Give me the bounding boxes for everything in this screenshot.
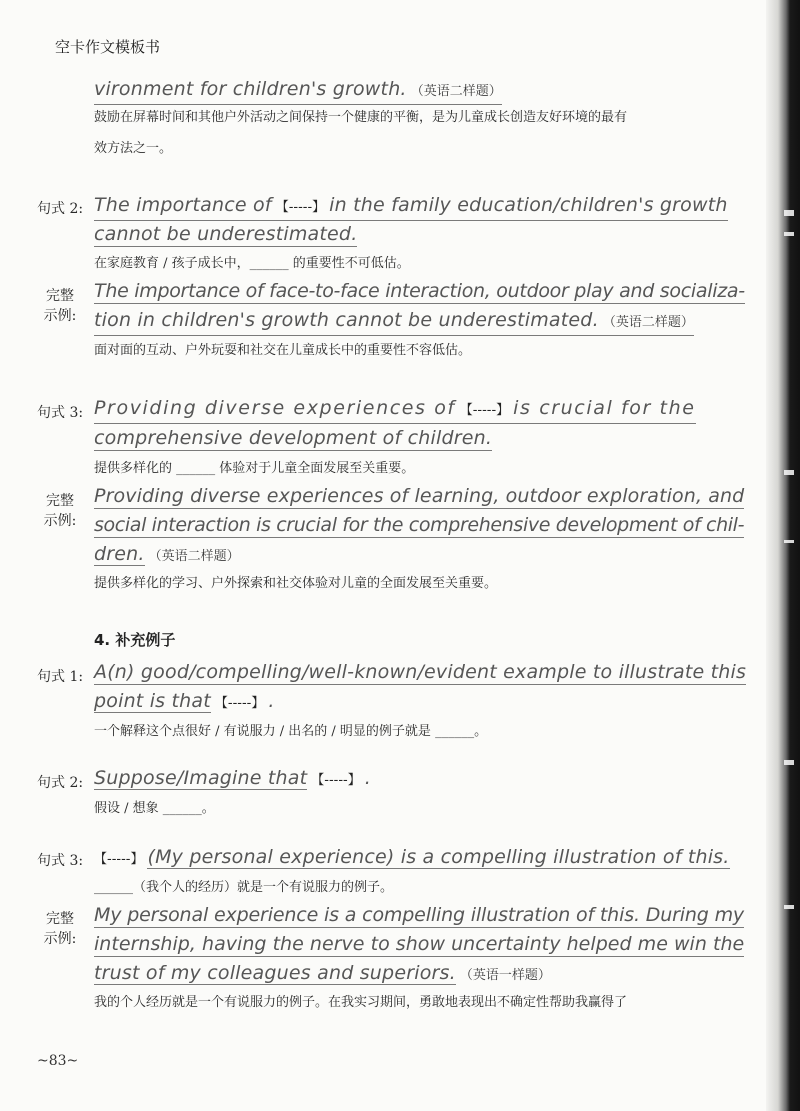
- book-binding-edge: [766, 0, 800, 1111]
- sentence-2-example-label: 完整 示例:: [43, 288, 77, 324]
- sentence-2-label: 句式 2:: [37, 201, 84, 217]
- sentence-3-example-line-1: Providing diverse experiences of learning, outdoor exploration, and: [94, 485, 745, 507]
- blank-bracket: 【-----】: [94, 852, 144, 867]
- sentence-2-template-line-1: The importance of 【-----】 in the family education/children's growth: [94, 193, 728, 221]
- s4-sentence-3-example-chinese: 我的个人经历就是一个有说服力的例子。在我实习期间，勇敢地表现出不确定性帮助我赢得了: [94, 995, 628, 1010]
- s4-sentence-2-label: 句式 2:: [37, 775, 84, 791]
- sentence-2-example-chinese: 面对面的互动、户外玩耍和社交在儿童成长中的重要性不容低估。: [94, 343, 472, 358]
- sentence-2-template-line-2: cannot be underestimated.: [94, 223, 358, 245]
- sentence-2-example-line-2: tion in children's growth cannot be underestimated. （英语二样题）: [94, 308, 694, 336]
- s4-sentence-3-chinese: ______（我个人的经历）就是一个有说服力的例子。: [94, 880, 394, 895]
- s4-sentence-3-line: 【-----】 (My personal experience) is a compelling illustration of this.: [94, 846, 730, 868]
- intro-chinese-line-1: 鼓励在屏幕时间和其他户外活动之间保持一个健康的平衡，是为儿童成长创造友好环境的最有: [94, 110, 628, 125]
- s4-sentence-3-example-line-1: My personal experience is a compelling illustration of this. During my: [94, 904, 745, 926]
- sentence-3-template-line-2: comprehensive development of children.: [94, 427, 493, 449]
- s4-sentence-3-example-label: 完整 示例:: [43, 911, 77, 947]
- sentence-3-chinese: 提供多样化的 ______ 体验对于儿童全面发展至关重要。: [94, 461, 415, 476]
- s4-sentence-2-chinese: 假设 / 想象 ______。: [94, 801, 215, 816]
- sentence-2-chinese: 在家庭教育 / 孩子成长中，______ 的重要性不可低估。: [94, 256, 410, 271]
- sentence-3-example-line-2: social interaction is crucial for the comprehensive development of chil-: [94, 514, 745, 536]
- s4-sentence-3-example-line-2: internship, having the nerve to show uncertainty helped me win the: [94, 933, 745, 955]
- s4-sentence-1-line-2: point is that 【-----】 .: [94, 690, 275, 712]
- sentence-3-example-chinese: 提供多样化的学习、户外探索和社交体验对儿童的全面发展至关重要。: [94, 576, 498, 591]
- sentence-3-template-line-1: Providing diverse experiences of 【-----】 is crucial for the: [94, 396, 696, 424]
- intro-chinese-line-2: 效方法之一。: [94, 141, 173, 156]
- running-header: 空卡作文模板书: [55, 38, 161, 56]
- page-number: ~83~: [37, 1053, 79, 1069]
- s4-sentence-3-label: 句式 3:: [37, 853, 84, 869]
- intro-english-line: vironment for children's growth. （英语二样题）: [94, 77, 502, 105]
- sentence-3-example-label: 完整 示例:: [43, 493, 77, 529]
- section-4-title: 4. 补充例子: [94, 631, 176, 649]
- sentence-2-example-line-1: The importance of face-to-face interaction, outdoor play and socializa-: [94, 280, 745, 302]
- s4-sentence-1-line-1: A(n) good/compelling/well-known/evident example to illustrate this: [94, 661, 747, 683]
- s4-sentence-1-chinese: 一个解释这个点很好 / 有说服力 / 出名的 / 明显的例子就是 ______。: [94, 724, 488, 739]
- blank-bracket: 【-----】: [459, 403, 510, 418]
- s4-sentence-3-example-line-3: trust of my colleagues and superiors. （英语一样题）: [94, 962, 551, 984]
- blank-bracket: 【-----】: [214, 696, 265, 711]
- blank-bracket: 【-----】: [275, 200, 326, 215]
- blank-bracket: 【-----】: [311, 773, 361, 788]
- sentence-3-label: 句式 3:: [37, 405, 84, 421]
- s4-sentence-2-line: Suppose/Imagine that 【-----】 .: [94, 767, 372, 789]
- s4-sentence-1-label: 句式 1:: [37, 669, 84, 685]
- sentence-3-example-line-3: dren. （英语二样题）: [94, 543, 240, 565]
